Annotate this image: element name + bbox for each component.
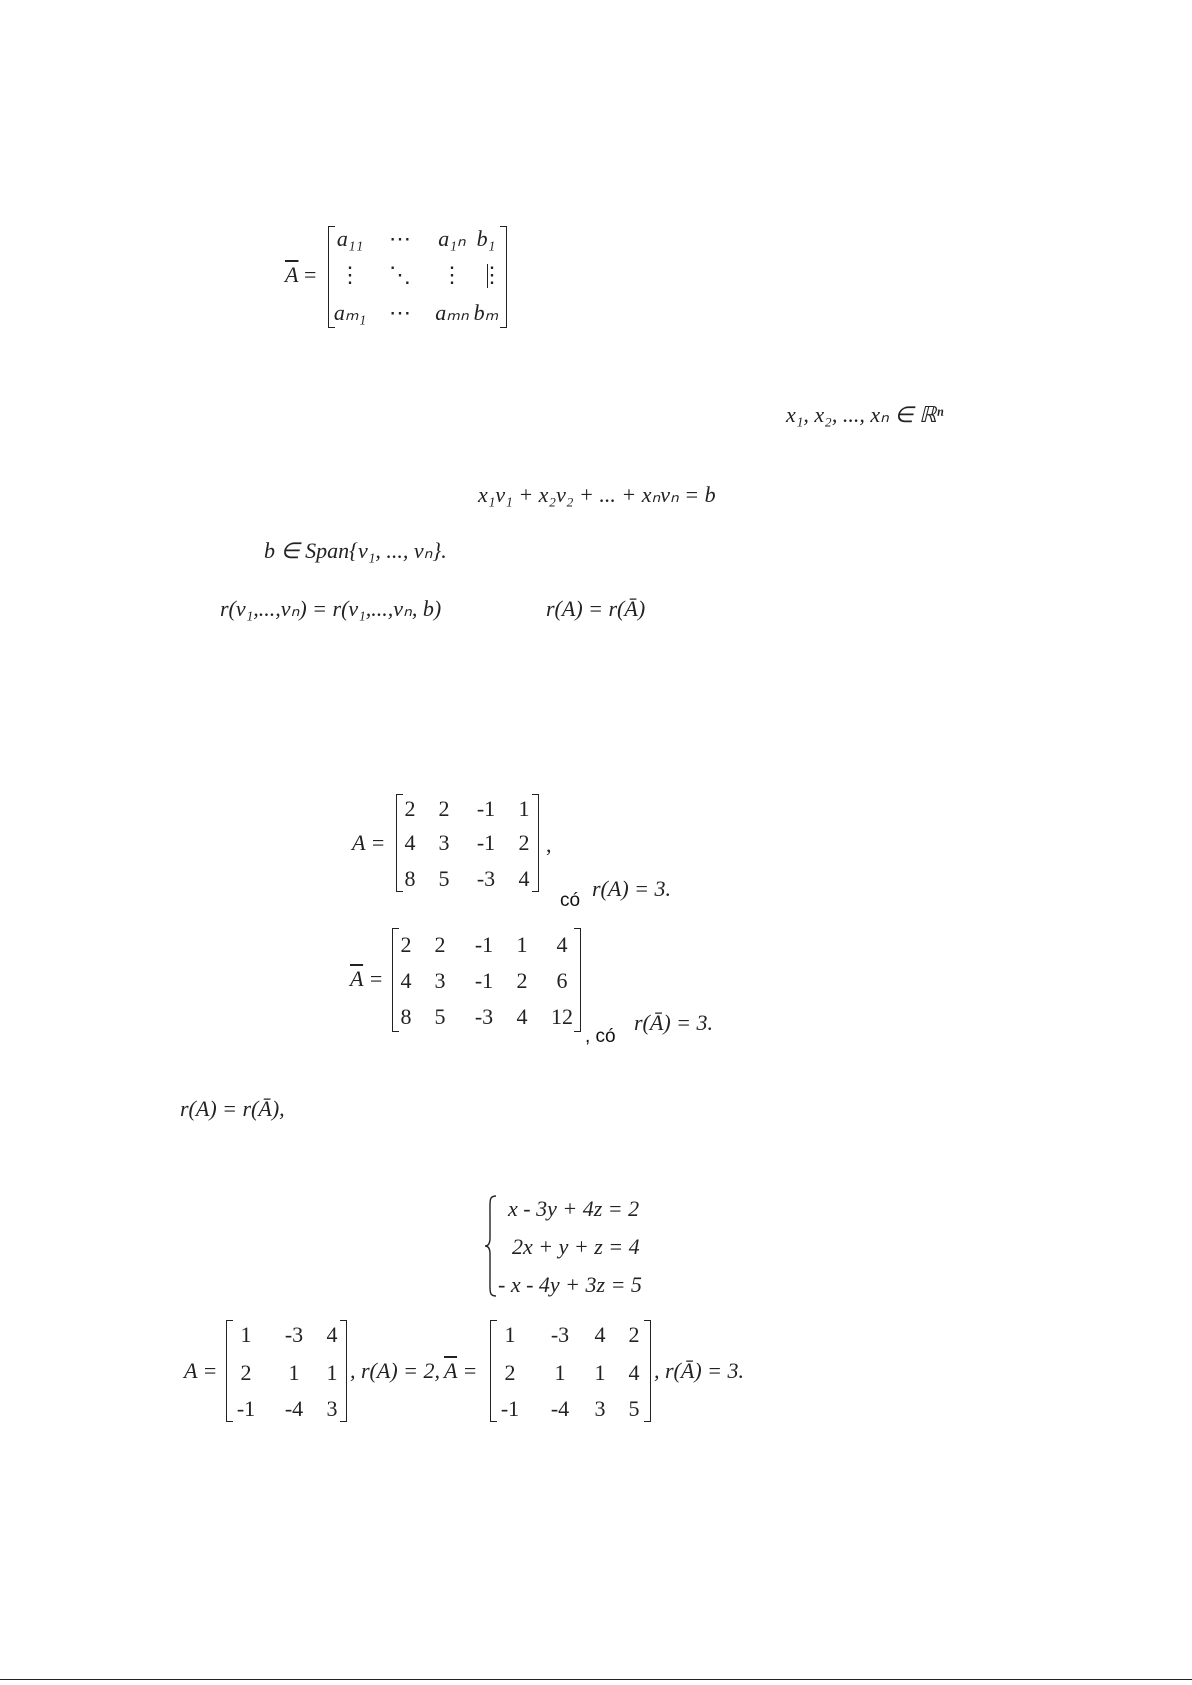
matrix-a-comma: , [546, 832, 552, 857]
matrix-cell: a₁₁ [336, 226, 364, 251]
matrix-cell: -1 [474, 968, 494, 993]
system-brace [484, 1194, 498, 1298]
footer-rule [0, 1679, 1192, 1680]
matrix-cell: 4 [628, 1360, 640, 1385]
matrix-cell: a₁ₙ [438, 226, 466, 251]
linear-combination-formula: x₁v₁ + x₂v₂ + ... + xₙvₙ = b [478, 482, 716, 507]
matrix-cell: -3 [474, 1004, 494, 1029]
matrix-cell: 2 [504, 1360, 516, 1385]
matrix-cell: 2 [434, 932, 446, 957]
matrix-cell: -4 [550, 1396, 570, 1421]
matrix-cell: -3 [284, 1322, 304, 1347]
matrix-cell: aₘ₁ [333, 300, 367, 325]
equation-1: x - 3y + 4z = 2 [508, 1196, 640, 1221]
matrix-cell: -3 [550, 1322, 570, 1347]
equation-3: - x - 4y + 3z = 5 [498, 1272, 642, 1297]
variables-formula: x₁, x₂, ..., xₙ ∈ ℝⁿ [786, 402, 944, 427]
matrix-cell: 5 [628, 1396, 640, 1421]
matrix-cell: 2 [438, 796, 450, 821]
matrix-cell: 4 [516, 1004, 528, 1029]
matrix-cell: 4 [326, 1322, 338, 1347]
matrix-cell: 5 [434, 1004, 446, 1029]
matrix-cell: aₘₙ [435, 300, 469, 325]
matrix-cell: 1 [554, 1360, 566, 1385]
matrix-cell: -3 [476, 866, 496, 891]
matrix-cell: 1 [504, 1322, 516, 1347]
matrix-cell: -1 [500, 1396, 520, 1421]
comma-co-label: , có [585, 1026, 616, 1047]
matrix-cell: 1 [518, 796, 530, 821]
matrix-cell: ⋱ [389, 262, 411, 287]
matrix-cell: 5 [438, 866, 450, 891]
matrix-cell: 8 [404, 866, 416, 891]
matrix-cell: 1 [516, 932, 528, 957]
matrix-cell: 1 [326, 1360, 338, 1385]
matrix-cell: 3 [434, 968, 446, 993]
matrix-cell: 2 [518, 830, 530, 855]
matrix-abar-label: $\overline{A}$ = [350, 966, 384, 991]
matrix-cell: ⋯ [389, 300, 411, 325]
matrix-cell: 2 [240, 1360, 252, 1385]
rank-a-formula: r(A) = 3. [592, 876, 671, 901]
matrix-cell: 12 [551, 1004, 573, 1029]
co-label: có [560, 890, 581, 911]
rank-a-formula: , r(A) = 2, [350, 1358, 440, 1383]
abar-label: $\overline{A}$ = [285, 262, 317, 287]
matrix-cell: 3 [326, 1396, 338, 1421]
matrix-cell: 4 [594, 1322, 606, 1347]
matrix-cell: 4 [404, 830, 416, 855]
matrix-cell: 2 [628, 1322, 640, 1347]
matrix-cell: 8 [400, 1004, 412, 1029]
matrix-cell: 3 [438, 830, 450, 855]
matrix-cell: b₁ [476, 226, 496, 251]
rank-vectors-formula: r(v₁,...,vₙ) = r(v₁,...,vₙ, b) [220, 596, 442, 621]
matrix-cell: 6 [556, 968, 568, 993]
matrix-cell: -1 [476, 830, 496, 855]
matrix-a-label: A = [352, 830, 386, 855]
matrix-cell: ⋯ [389, 226, 411, 251]
matrix-cell: 1 [594, 1360, 606, 1385]
matrix-cell: bₘ [473, 300, 499, 325]
matrix-cell: 4 [556, 932, 568, 957]
matrix-cell: 1 [288, 1360, 300, 1385]
rank-abar-formula: r(Ā) = 3. [634, 1010, 713, 1035]
equation-2: 2x + y + z = 4 [512, 1234, 640, 1259]
matrix-cell: -4 [284, 1396, 304, 1421]
matrix-cell: ⋮ [441, 262, 463, 287]
matrix-cell: 2 [404, 796, 416, 821]
matrix-abar-label: $\overline{A}$ = [444, 1358, 478, 1383]
rank-conclusion-formula: r(A) = r(Ā), [180, 1096, 285, 1121]
span-formula: b ∈ Span{v₁, ..., vₙ}. [264, 538, 447, 563]
matrix-cell: -1 [476, 796, 496, 821]
matrix-cell: -1 [236, 1396, 256, 1421]
rank-abar-formula: , r(Ā) = 3. [654, 1358, 744, 1383]
matrix-cell: 3 [594, 1396, 606, 1421]
matrix-cell: -1 [474, 932, 494, 957]
rank-equality-formula: r(A) = r(Ā) [546, 596, 646, 621]
matrix-cell: 4 [400, 968, 412, 993]
matrix-cell: 2 [400, 932, 412, 957]
matrix-cell: 1 [240, 1322, 252, 1347]
matrix-a-label: A = [184, 1358, 218, 1383]
matrix-cell: 2 [516, 968, 528, 993]
matrix-cell: 4 [518, 866, 530, 891]
matrix-cell: ⋮ [339, 262, 361, 287]
matrix-cell: ⋮ [481, 262, 503, 287]
